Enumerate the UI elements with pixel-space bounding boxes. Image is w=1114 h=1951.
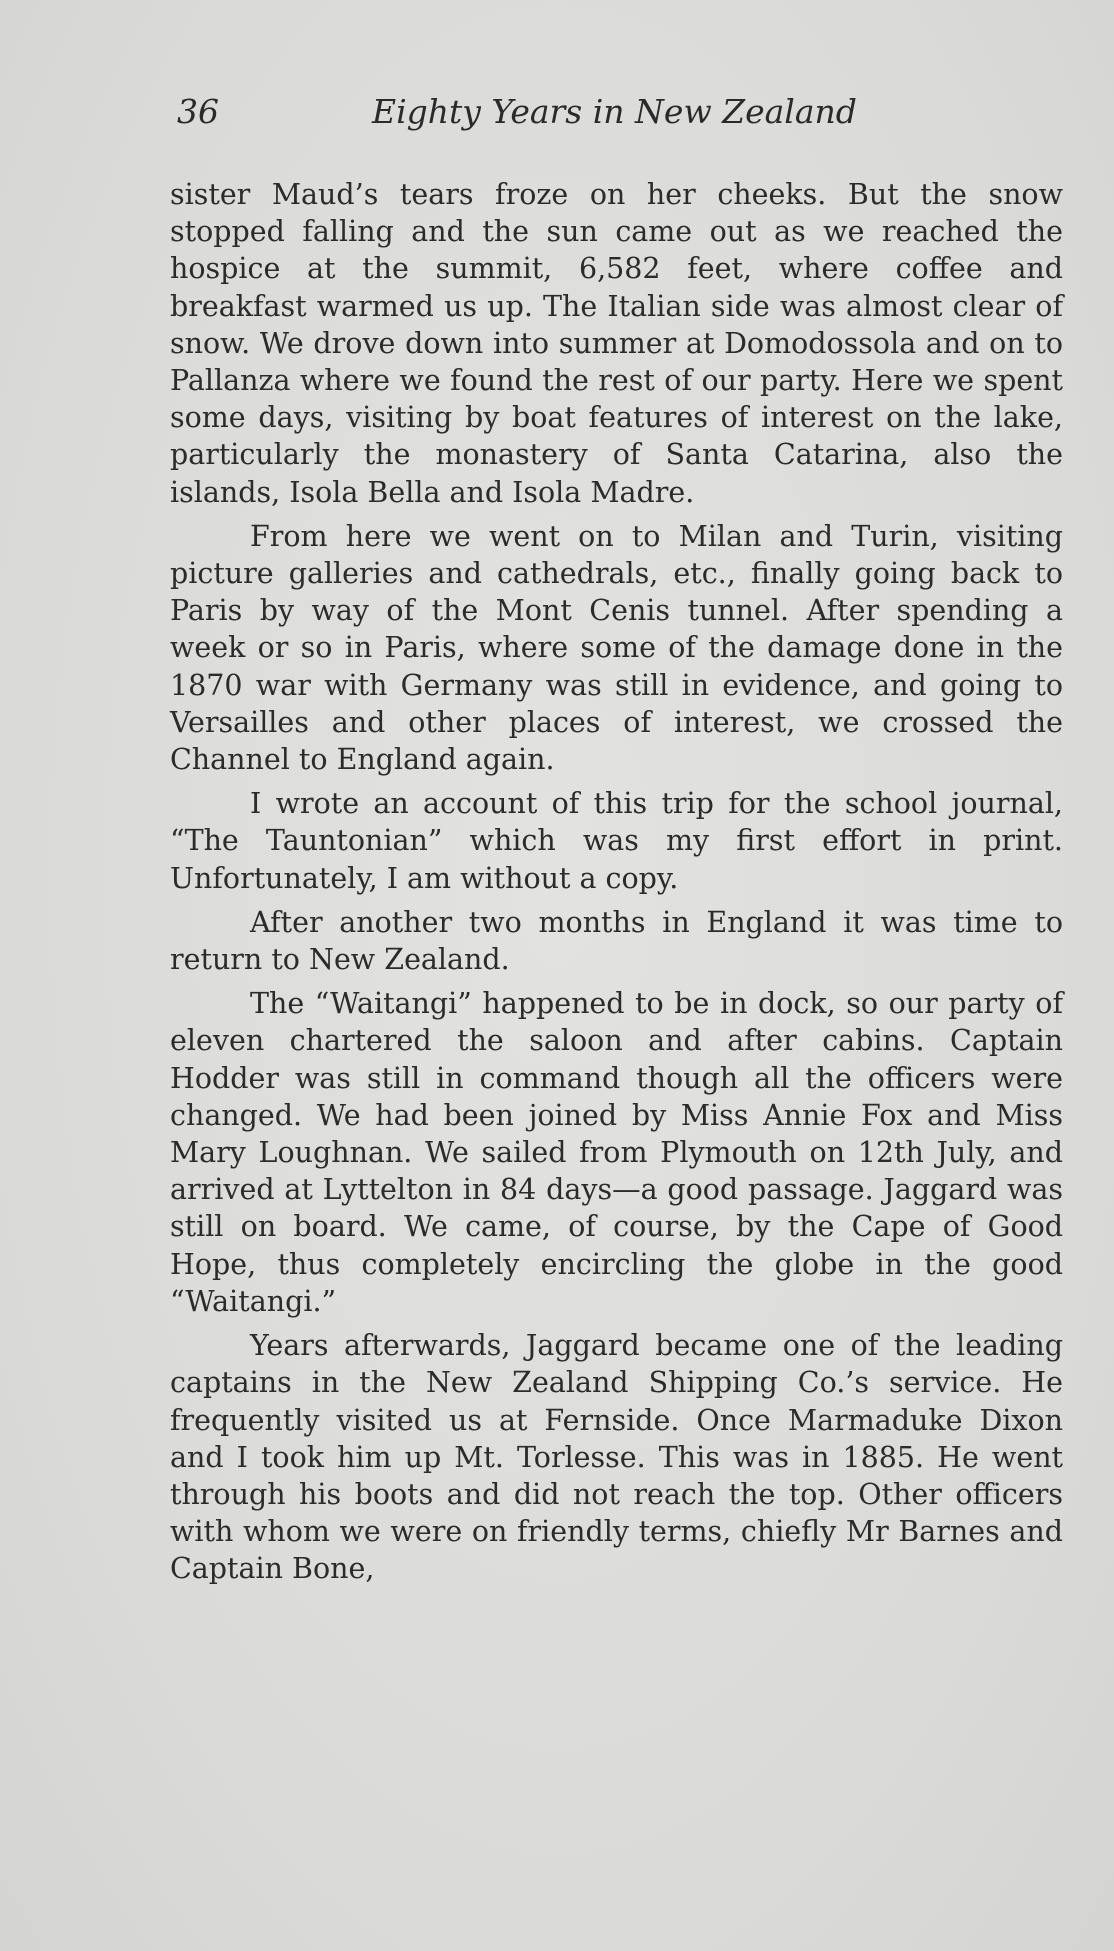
body-text (170, 176, 1063, 1595)
paragraph-6: Years afterwards, Jaggard became one of the leading captains in the New Zealand Shipping Co.’s service. He frequently visited us at Fernside. Once Marmaduke Dixon and I took him up Mt. Torlesse. This was in 1885. He went through his boots and did not reach the top. Other officers with whom we were on friendly terms, chiefly Mr Barnes and Captain Bone, (170, 1329, 1063, 1586)
page-header (177, 92, 1060, 142)
paragraph-3: I wrote an account of this trip for the school journal, “The Tauntonian” which was my first effort in print. Unfortunately, I am without a copy. (170, 787, 1063, 895)
paragraph-1: sister Maud’s tears froze on her cheeks. But the snow stopped falling and the sun came out as we reached the hospice at the summit, 6,582 feet, where coffee and breakfast warmed us up. The Italian side was almost clear of snow. We drove down into summer at Domodossola and on to Pallanza where we found the rest of our party. Here we spent some days, visiting by boat features of interest on the lake, particularly the monastery of Santa Catarina, also the islands, Isola Bella and Isola Madre. (170, 178, 1063, 509)
paragraph-4: After another two months in England it was time to return to New Zealand. (170, 905, 1063, 977)
paragraph-2: From here we went on to Milan and Turin, visiting picture galleries and cathedrals, etc., finally going back to Paris by way of the Mont Cenis tunnel. After spending a week or so in Paris, where some of the damage done in the 1870 war with Germany was still in evidence, and going to Versailles and other places of interest, we crossed the Channel to England again. (170, 519, 1063, 777)
running-title: Eighty Years in New Zealand (372, 92, 857, 131)
page-number: 36 (177, 92, 219, 131)
paragraph-5: The “Waitangi” happened to be in dock, so our party of eleven chartered the saloon and after cabins. Captain Hodder was still in command though all the officers were changed. We had been joined by Miss Annie Fox and Miss Mary Loughnan. We sailed from Plymouth on 12th July, and arrived at Lyttelton in 84 days—a good passage. Jaggard was still on board. We came, of course, by the Cape of Good Hope, thus completely encircling the globe in the good “Waitangi.” (170, 987, 1063, 1318)
